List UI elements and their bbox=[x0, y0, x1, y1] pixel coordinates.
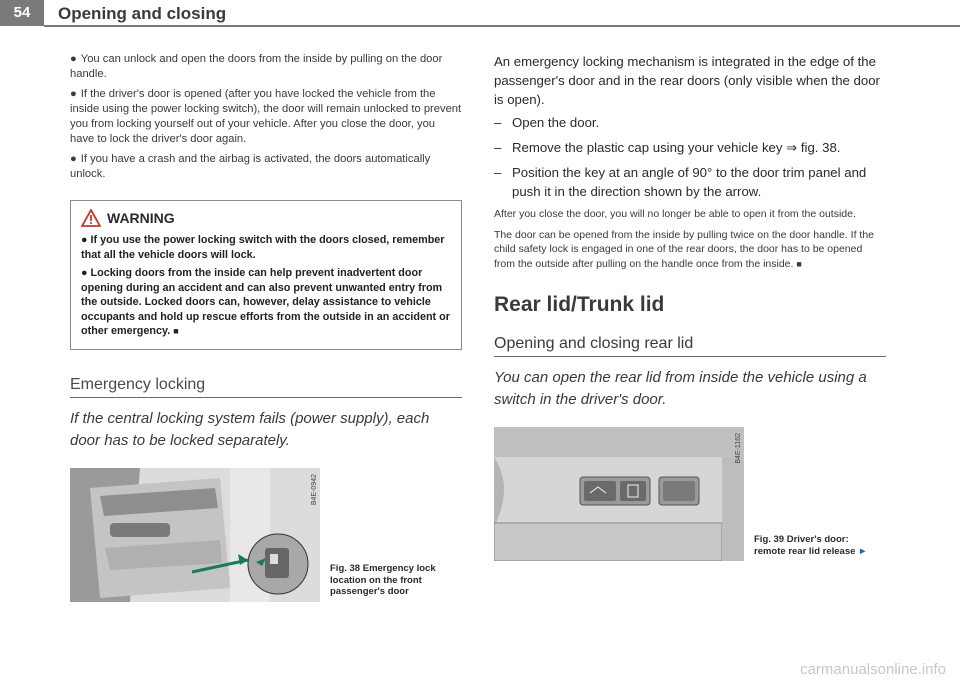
step-item: – Remove the plastic cap using your vehicle key ⇒ fig. 38. bbox=[494, 140, 841, 155]
figure-38-image bbox=[70, 468, 320, 602]
header-rule bbox=[44, 25, 960, 27]
page-number: 54 bbox=[0, 0, 44, 26]
section-title-emergency-locking: Emergency locking bbox=[70, 376, 462, 398]
note-paragraph: The door can be opened from the inside by pulling twice on the door handle. If the child safety lock is engaged in one of the rear doors, the door has to be opened from the outside after pulling on the handle once from the inside. ■ bbox=[494, 228, 874, 270]
note-paragraph: After you close the door, you will no longer be able to open it from the outside. bbox=[494, 208, 856, 220]
warning-title: WARNING bbox=[81, 209, 451, 227]
next-page-arrow-icon: ► bbox=[858, 545, 868, 557]
left-column bbox=[70, 52, 462, 602]
bullet-paragraph: ● If you have a crash and the airbag is activated, the doors automatically unlock. bbox=[70, 153, 431, 180]
figure-38 bbox=[70, 468, 462, 602]
figure-code: B4E-1162 bbox=[735, 433, 742, 464]
bullet-paragraph: ● If the driver's door is opened (after you have locked the vehicle from the inside using the power locking switch), the door will remain unlocked to prevent you from locking yourself out of your vehicle. After you close the door, you have to lock the driver's door again. bbox=[70, 88, 462, 145]
warning-item: ● If you use the power locking switch with the doors closed, remember that all the vehicle doors will lock. bbox=[81, 234, 445, 261]
watermark: carmanualsonline.info bbox=[800, 661, 946, 678]
chapter-title-rear-lid: Rear lid/Trunk lid bbox=[494, 293, 665, 316]
step-item: – Position the key at an angle of 90° to the door trim panel and push it in the direction shown by the arrow. bbox=[494, 165, 867, 199]
bullet-paragraph: ● You can unlock and open the doors from the inside by pulling on the door handle. bbox=[70, 53, 443, 80]
figure-39-image bbox=[494, 427, 744, 561]
section-intro: If the central locking system fails (power supply), each door has to be locked separately. bbox=[70, 409, 430, 449]
warning-triangle-icon bbox=[81, 209, 101, 227]
paragraph: An emergency locking mechanism is integrated in the edge of the passenger's door and in the rear doors (only visible when the door is open). bbox=[494, 54, 880, 107]
right-column bbox=[494, 52, 886, 561]
figure-caption: Fig. 38 Emergency lock location on the front passenger's door bbox=[330, 563, 436, 597]
warning-item: ● Locking doors from the inside can help prevent inadvertent door opening during an accident and can also prevent unwanted entry from the outside. Locked doors can, however, delay assistance to vehicle occupants and hold up rescue efforts from the outside in an accident or other emergency. ■ bbox=[81, 267, 450, 337]
section-intro: You can open the rear lid from inside the vehicle using a switch in the driver's door. bbox=[494, 369, 867, 408]
section-title-opening-rear-lid: Opening and closing rear lid bbox=[494, 335, 886, 357]
step-item: – Open the door. bbox=[494, 115, 600, 130]
figure-caption: Fig. 39 Driver's door: remote rear lid release ► bbox=[754, 534, 868, 557]
page-title: Opening and closing bbox=[58, 4, 227, 23]
figure-39 bbox=[494, 427, 886, 561]
figure-code: B4E-0942 bbox=[311, 473, 318, 505]
warning-box bbox=[70, 200, 462, 350]
